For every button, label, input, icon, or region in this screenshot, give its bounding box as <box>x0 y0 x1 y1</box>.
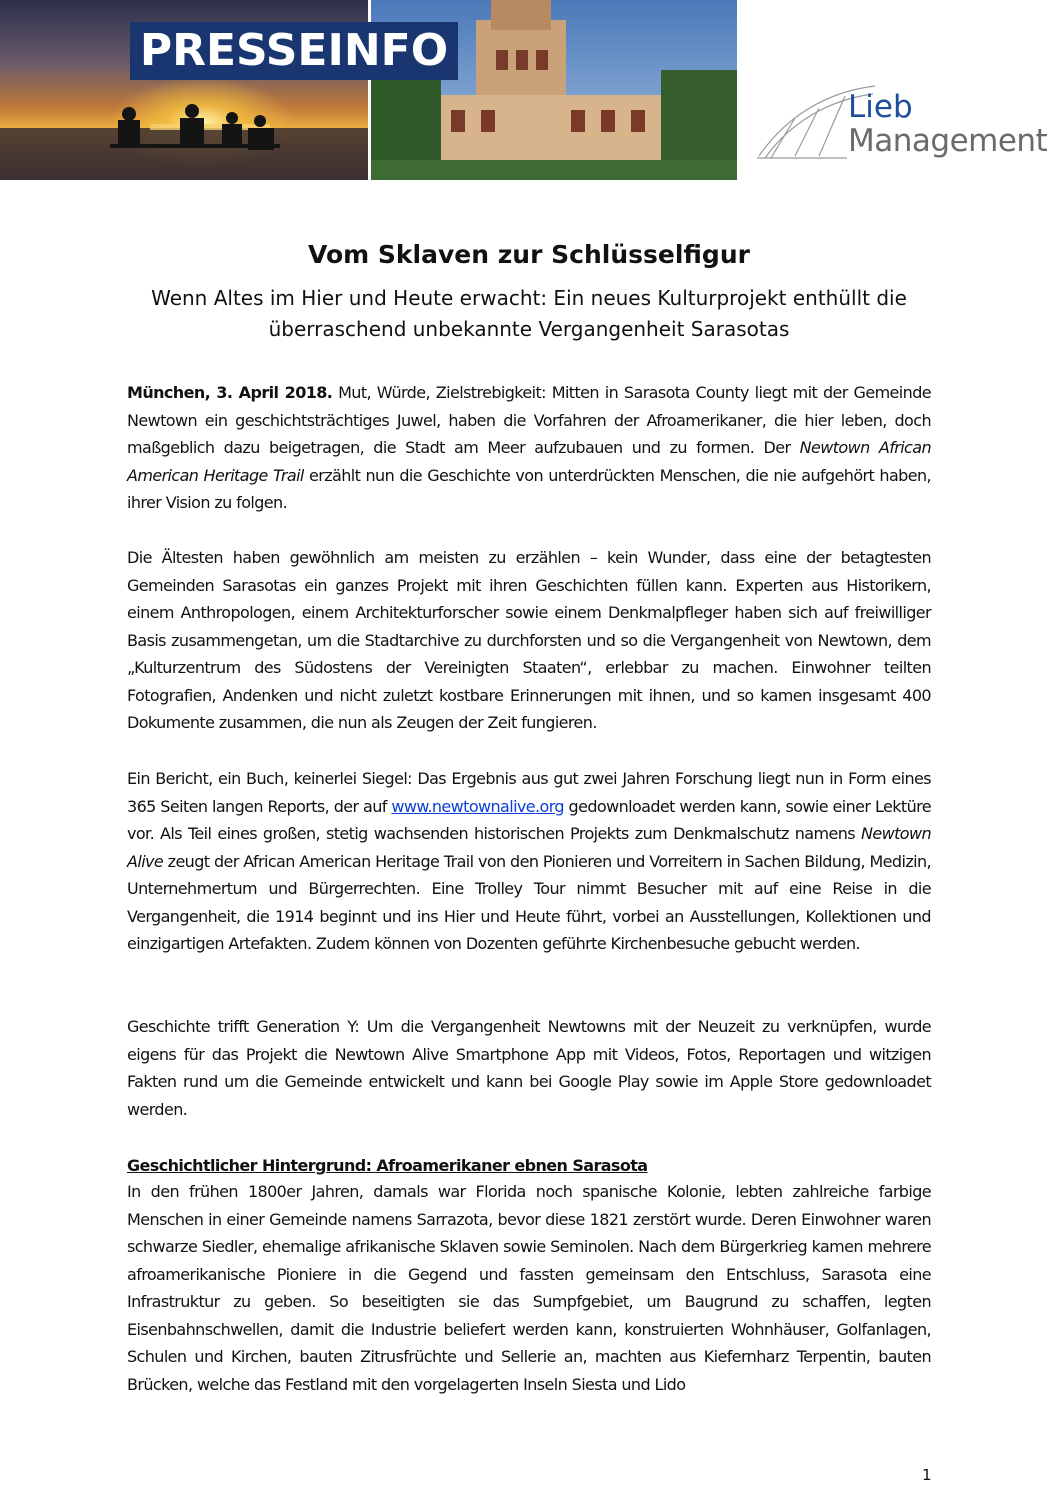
dateline: München, 3. April 2018. <box>127 383 333 402</box>
paragraph-history: In den frühen 1800er Jahren, damals war Florida noch spanische Kolonie, lebten zahlreiche farbige Menschen in einer Gemeinde namens Sarrazota, bevor diese 1821 zerstört wurde. Deren Einwohner waren schwarze Siedler, ehemalige afrikanische Sklaven sowie Seminolen. Nach dem Bürgerkrieg kamen mehrere afroamerikanische Pioniere in die Gegend und fassten gemeinsam den Entschluss, Sarasota eine Infrastruktur zu geben. So beseitigten sie das Sumpfgebiet, um Baugrund zu schaffen, legten Eisenbahnschwellen, damit die Industrie beliefert werden kann, konstruierten Wohnhäuser, Golfanlagen, Schulen und Kirchen, bauten Zitrusfrüchte und Sellerie an, machten aus Kiefernharz Terpentin, bauten Brücken, welche das Festland mit den vorgelagerten Inseln Siesta und Lido <box>127 1182 931 1394</box>
report-text-c: zeugt der African American Heritage Trail von den Pionieren und Vorreitern in Sachen Bildung, Medizin, Unternehmertum und Bürgerrechten. Eine Trolley Tour nimmt Besucher mit auf eine Reise in die Vergangenheit, die 1914 beginnt und ins Hier und Heute führt, vorbei an Ausstellungen, Kollektionen und einzigartigen Artefakten. Zudem können von Dozenten geführte Kirchenbesuche gebucht werden. <box>127 851 931 953</box>
intro-text-b: erzählt nun die Geschichte von unterdrückten Menschen, die nie aufgehört haben, ihrer Vision zu folgen. <box>127 465 931 512</box>
report-text-b: gedownloadet werden kann, sowie einer Lektüre vor. Als Teil eines großen, stetig wachsenden historischen Projekts zum Denkmalschutz namens <box>127 796 931 843</box>
section-heading: Geschichtlicher Hintergrund: Afroamerikaner ebnen Sarasota <box>127 1156 648 1175</box>
lieb-management-logo <box>755 78 1055 168</box>
paragraph-elders: Die Ältesten haben gewöhnlich am meisten zu erzählen – kein Wunder, dass eine der betagtesten Gemeinden Sarasotas ein ganzes Projekt mit ihren Geschichten füllen kann. Experten aus Historikern, einem Anthropologen, einem Architekturforscher sowie einem Denkmalpfleger haben sich auf freiwilliger Basis zusammengetan, um die Stadtarchive zu durchforsten und so die Vergangenheit von Newtown, dem „Kulturzentrum des Südostens der Vereinigten Staaten“, erlebbar zu machen. Einwohner teilten Fotografien, Andenken und nicht zuletzt kostbare Erinnerungen mit ihnen, und so kamen insgesamt 400 Dokumente zusammen, die nun als Zeugen der Zeit fungieren. <box>127 548 931 732</box>
page-number: 1 <box>922 1466 932 1484</box>
project-name: Newtown Alive <box>127 824 931 871</box>
subtitle-line-2: überraschend unbekannte Vergangenheit Sarasotas <box>268 317 790 341</box>
newtownalive-link[interactable]: www.newtownalive.org <box>391 796 564 816</box>
logo-management-text: Management <box>848 123 1048 159</box>
document-title: Vom Sklaven zur Schlüsselfigur <box>308 240 750 269</box>
logo-lieb-text: Lieb <box>848 89 913 125</box>
trail-name: Newtown African American Heritage Trail <box>127 438 931 485</box>
intro-text-a: Mut, Würde, Zielstrebigkeit: Mitten in Sarasota County liegt mit der Gemeinde Newtown ein geschichtsträchtiges Juwel, haben die Vorfahren der Afroamerikaner, die hier leben, doch maßgeblich dazu beigetragen, die Stadt am Meer aufzubauen und zu formen. Der <box>127 383 931 457</box>
presseinfo-label: PRESSEINFO <box>130 22 458 80</box>
header-banner <box>0 0 737 180</box>
paragraph-report <box>127 765 931 958</box>
paragraph-app: Geschichte trifft Generation Y: Um die Vergangenheit Newtowns mit der Neuzeit zu verknüpfen, wurde eigens für das Projekt die Newtown Alive Smartphone App mit Videos, Fotos, Reportagen und witzigen Fakten rund um die Gemeinde entwickelt und kann bei Google Play sowie im Apple Store gedownloadet werden. <box>127 1017 931 1119</box>
document-subtitle <box>127 283 931 345</box>
subtitle-line-1: Wenn Altes im Hier und Heute erwacht: Ein neues Kulturprojekt enthüllt die <box>151 286 907 310</box>
paragraph-intro <box>127 379 931 517</box>
report-text-a: Ein Bericht, ein Buch, keinerlei Siegel: Das Ergebnis aus gut zwei Jahren Forschung liegt nun in Form eines 365 Seiten langen Reports, der auf <box>127 769 931 816</box>
